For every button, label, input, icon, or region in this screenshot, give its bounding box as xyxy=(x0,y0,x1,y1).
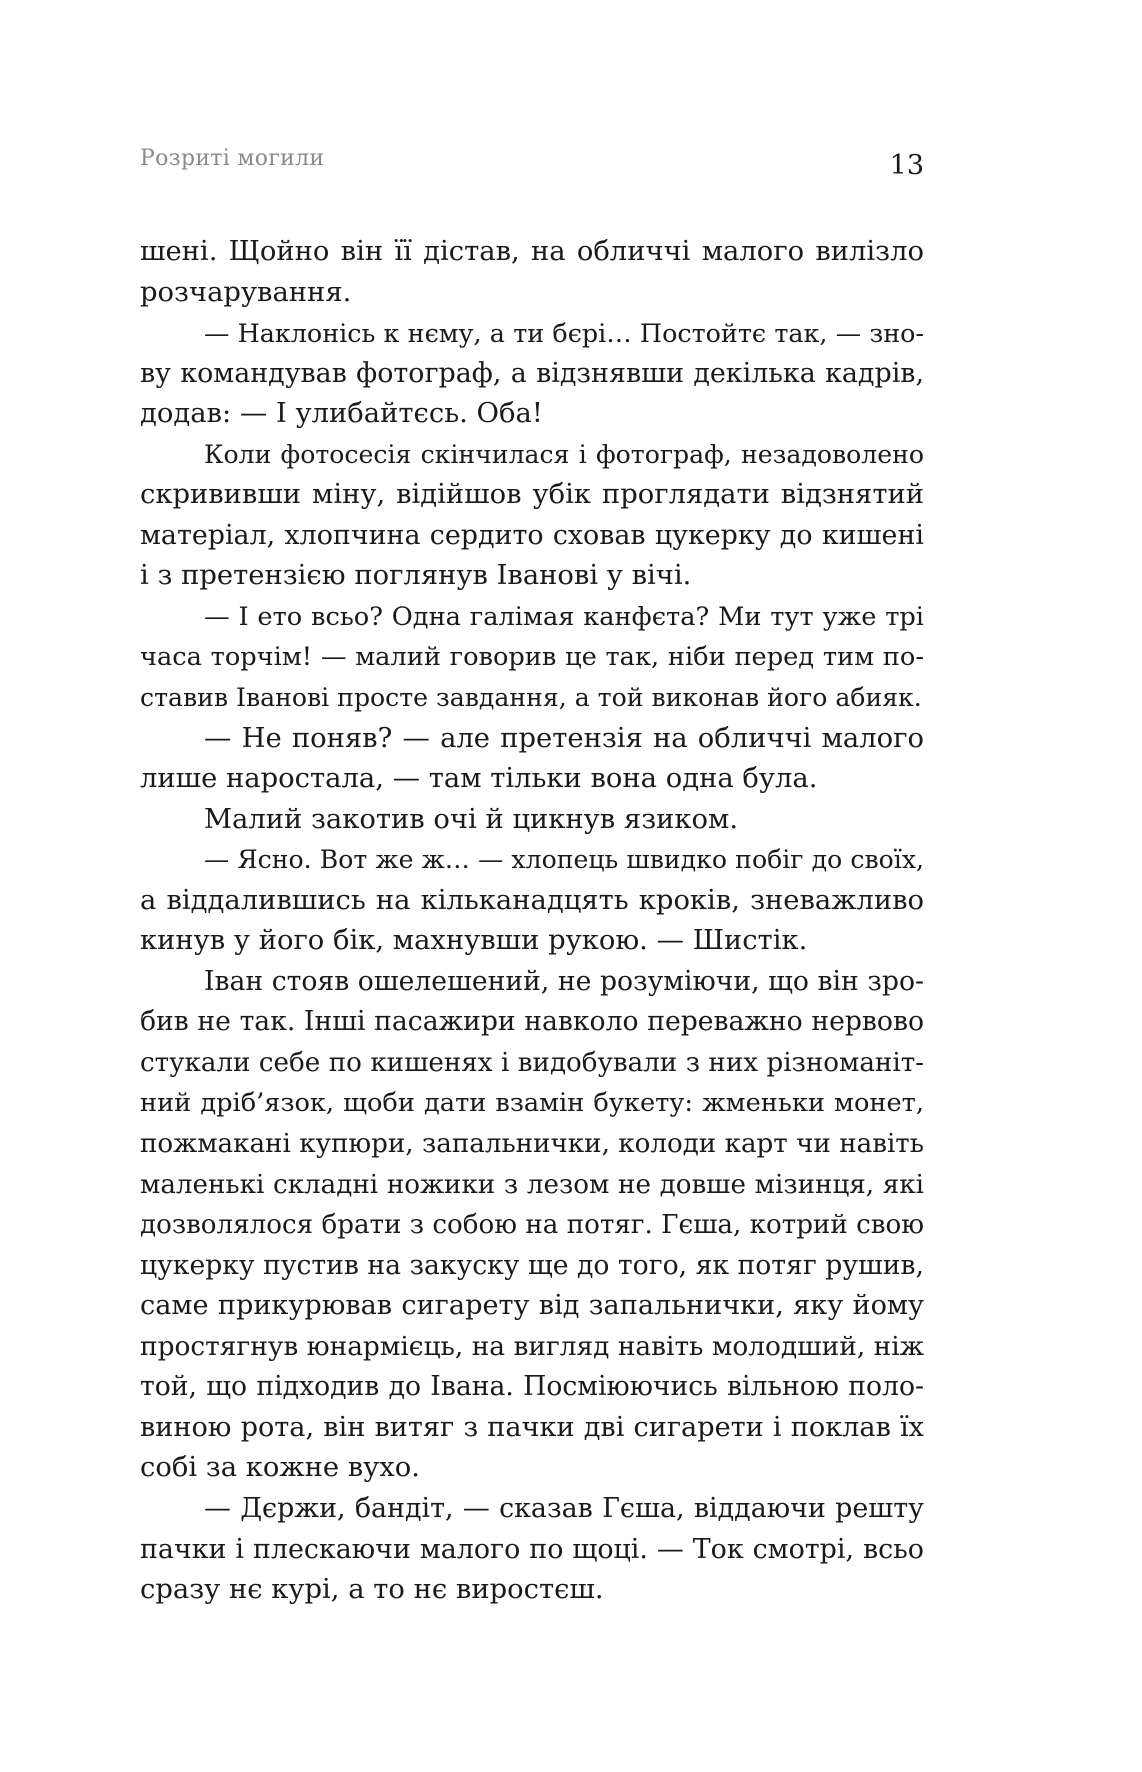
text-line: той, що підходив до Івана. Посміюючись вільною поло- xyxy=(140,1371,924,1403)
text-line: собі за кожне вухо. xyxy=(140,1452,420,1484)
text-line: часа торчім! — малий говорив це так, ніби перед тим по- xyxy=(140,642,924,673)
text-line: додав: — І улибайтєсь. Оба! xyxy=(140,398,543,430)
text-line: бив не так. Інші пасажири навколо переважно нервово xyxy=(140,1006,924,1038)
text-line: саме прикурював сигарету від запальнички, яку йому xyxy=(140,1290,924,1322)
text-line: — Наклонісь к нєму, а ти бєрі… Постойтє так, — зно- xyxy=(204,318,924,349)
text-line: маленькі складні ножики з лезом не довше мізинця, які xyxy=(140,1169,924,1200)
text-line: і з претензією поглянув Іванові у вічі. xyxy=(140,560,692,592)
text-line: розчарування. xyxy=(140,276,352,308)
text-line: ставив Іванові просте завдання, а той виконав його абияк. xyxy=(140,683,922,713)
text-line: кинув у його бік, махнувши рукою. — Шистік. xyxy=(140,925,808,957)
text-line: ву командував фотограф, а відзнявши декілька кадрів, xyxy=(140,357,924,389)
text-line: сразу нє курі, а то нє виростєш. xyxy=(140,1574,604,1606)
text-line: стукали себе по кишенях і видобували з них різноманіт- xyxy=(140,1047,924,1078)
text-line: шені. Щойно він її дістав, на обличчі малого вилізло xyxy=(140,236,924,267)
page-number: 13 xyxy=(889,150,924,181)
text-line: — Дєржи, бандіт, — сказав Гєша, віддаючи решту xyxy=(204,1492,924,1524)
text-line: простягнув юнармієць, на вигляд навіть молодший, ніж xyxy=(140,1330,924,1362)
text-line: Іван стояв ошелешений, не розуміючи, що він зро- xyxy=(204,965,924,997)
text-line: Малий закотив очі й цикнув язиком. xyxy=(204,803,739,835)
text-line: лише наростала, — там тільки вона одна була. xyxy=(140,763,818,795)
text-line: — Не поняв? — але претензія на обличчі малого xyxy=(204,722,924,754)
text-line: виною рота, він витяг з пачки дві сигарети і поклав їх xyxy=(140,1411,924,1443)
text-line: матеріал, хлопчина сердито сховав цукерку до кишені xyxy=(140,519,924,551)
running-head-title: Розриті могили xyxy=(140,146,325,171)
text-line: — Ясно. Вот же ж… — хлопець швидко побіг до своїх, xyxy=(204,845,924,875)
text-line: а віддалившись на кільканадцять кроків, зневажливо xyxy=(140,884,924,916)
body-text xyxy=(140,232,924,1611)
text-line: ний дріб’язок, щоби дати взамін букету: жменьки монет, xyxy=(140,1088,924,1119)
text-line: цукерку пустив на закуску ще до того, як потяг рушив, xyxy=(140,1249,924,1281)
text-line: дозволялося брати з собою на потяг. Гєша, котрий свою xyxy=(140,1210,924,1241)
text-line: пожмакані купюри, запальнички, колоди карт чи навіть xyxy=(140,1129,924,1160)
text-line: скрививши міну, відійшов убік проглядати відзнятий xyxy=(140,479,924,511)
text-line: пачки і плескаючи малого по щоці. — Ток смотрі, всьо xyxy=(140,1533,924,1565)
text-line: — І ето всьо? Одна галімая канфєта? Ми тут уже трі xyxy=(204,601,924,632)
text-line: Коли фотосесія скінчилася і фотограф, незадоволено xyxy=(204,439,924,469)
